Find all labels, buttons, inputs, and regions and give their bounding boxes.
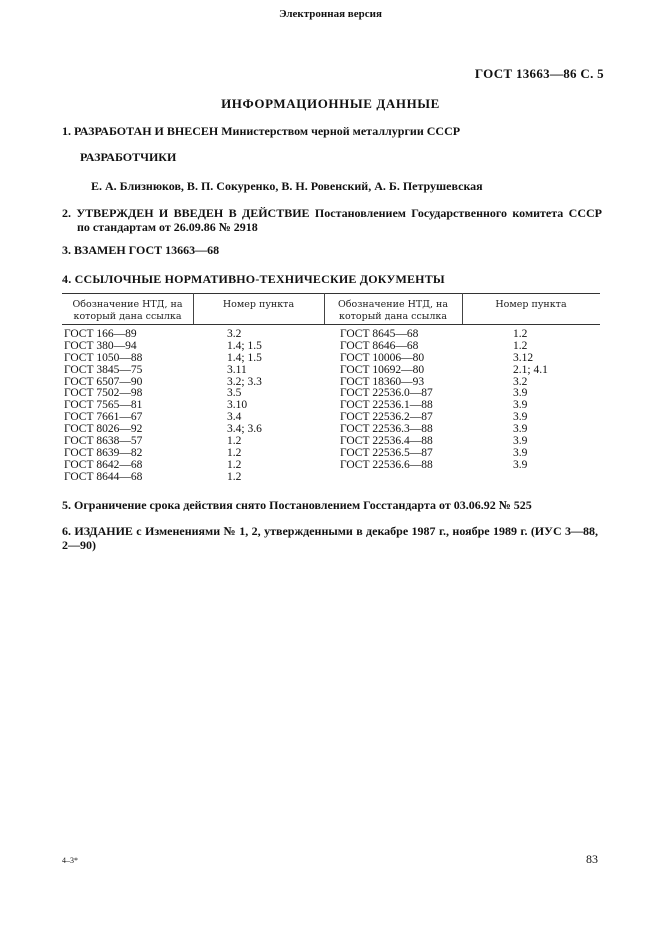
table-cell-doc: ГОСТ 1050—88 [64,351,143,364]
table-cell-doc: ГОСТ 18360—93 [340,375,425,388]
table-cell-item: 1.2 [227,458,242,471]
right-item-column [513,329,548,472]
table-cell-doc: ГОСТ 7661—67 [64,411,143,424]
left-item-column [227,329,262,484]
table-cell-item: 1.2 [227,470,242,483]
footer-signature: 4–3* [62,856,78,865]
page-number: 83 [586,852,598,866]
section-5: 5. Ограничение срока действия снято Постановлением Госстандарта от 03.06.92 № 525 [62,498,532,512]
table-cell-item: 3.2 [227,328,242,340]
table-cell-doc: ГОСТ 10692—80 [340,363,425,376]
table-cell-item: 3.9 [513,411,528,424]
table-top-rule [62,293,600,294]
left-doc-column [64,329,142,484]
table-cell-doc: ГОСТ 22536.1—88 [340,399,433,412]
right-doc-column [340,329,433,472]
table-cell-item: 3.11 [227,363,247,376]
section-2 [62,206,602,234]
table-cell-doc: ГОСТ 7565—81 [64,399,143,412]
table-cell-doc: ГОСТ 10006—80 [340,351,425,364]
table-cell-doc: ГОСТ 380—94 [64,339,137,352]
table-cell-doc: ГОСТ 22536.6—88 [340,458,433,471]
table-cell-item: 1.4; 1.5 [227,339,262,352]
table-cell-doc: ГОСТ 7502—98 [64,387,143,400]
table-cell-doc: ГОСТ 8644—68 [64,470,143,483]
table-cell-item: 1.4; 1.5 [227,351,262,364]
table-cell-doc: ГОСТ 8639—82 [64,446,143,459]
section-2-line-1: 2. УТВЕРЖДЕН И ВВЕДЕН В ДЕЙСТВИЕ Постановлением Государственного комитета СССР [62,206,602,220]
table-cell-doc: ГОСТ 22536.5—87 [340,446,433,459]
table-cell-item: 1.2 [513,328,528,340]
table-cell-item: 3.9 [513,435,528,448]
table-cell-doc: ГОСТ 8642—68 [64,458,143,471]
table-cell-item: 3.2 [513,375,528,388]
section-1: 1. РАЗРАБОТАН И ВНЕСЕН Министерством черной металлургии СССР [62,124,461,138]
header-ntd-right-line-1: Обозначение НТД, на [338,299,448,310]
header-ntd-right [324,299,462,323]
table-cell-item: 3.4 [227,411,242,424]
table-cell-item: 3.9 [513,446,528,459]
section-6-line-1: 6. ИЗДАНИЕ с Изменениями № 1, 2, утвержденными в декабре 1987 г., ноябре 1989 г. (ИУС 3—88, [62,524,598,538]
table-cell-doc: ГОСТ 166—89 [64,328,137,340]
table-cell-doc: ГОСТ 6507—90 [64,375,143,388]
table-cell-item: 3.9 [513,399,528,412]
table-cell-item: 3.9 [513,387,528,400]
table-cell-item: 3.4; 3.6 [227,423,262,436]
table-cell-item: 2.1; 4.1 [513,363,548,376]
table-cell-doc: ГОСТ 8645—68 [340,328,419,340]
table-cell-item: 3.9 [513,423,528,436]
header-ntd-left-line-1: Обозначение НТД, на [72,299,183,310]
header-item-right: Номер пункта [495,299,567,310]
table-cell-doc: ГОСТ 22536.3—88 [340,423,433,436]
table-cell-doc: ГОСТ 8638—57 [64,435,143,448]
section-3: 3. ВЗАМЕН ГОСТ 13663—68 [62,243,220,257]
electronic-version-note: Электронная версия [279,8,382,20]
header-ntd-left [62,299,193,323]
header-ntd-right-line-2: который дана ссылка [339,311,447,322]
page-title: ИНФОРМАЦИОННЫЕ ДАННЫЕ [221,96,440,111]
header-item-left: Номер пункта [222,299,295,310]
table-cell-doc: ГОСТ 22536.4—88 [340,435,433,448]
section-4: 4. ССЫЛОЧНЫЕ НОРМАТИВНО-ТЕХНИЧЕСКИЕ ДОКУМЕНТЫ [62,272,445,286]
developers-heading: РАЗРАБОТЧИКИ [80,150,177,164]
table-cell-doc: ГОСТ 22536.2—87 [340,411,433,424]
table-cell-item: 1.2 [227,446,242,459]
document-id: ГОСТ 13663—86 С. 5 [474,66,604,81]
table-cell-item: 3.12 [513,351,534,364]
section-6 [62,524,598,552]
table-cell-item: 1.2 [227,435,242,448]
table-cell-doc: ГОСТ 3845—75 [64,363,143,376]
section-6-line-2: 2—90) [62,538,96,552]
table-cell-item: 3.10 [227,399,248,412]
table-cell-item: 1.2 [513,339,528,352]
table-cell-doc: ГОСТ 22536.0—87 [340,387,433,400]
developers-names: Е. А. Близнюков, В. П. Сокуренко, В. Н. Ровенский, А. Б. Петрушевская [91,179,483,193]
table-cell-doc: ГОСТ 8026—92 [64,423,143,436]
table-cell-doc: ГОСТ 8646—68 [340,339,419,352]
section-2-line-2: по стандартам от 26.09.86 № 2918 [77,220,258,234]
table-header-rule [62,324,600,325]
table-cell-item: 3.9 [513,458,528,471]
table-cell-item: 3.5 [227,387,242,400]
header-ntd-left-line-2: который дана ссылка [73,311,182,322]
table-cell-item: 3.2; 3.3 [227,375,262,388]
